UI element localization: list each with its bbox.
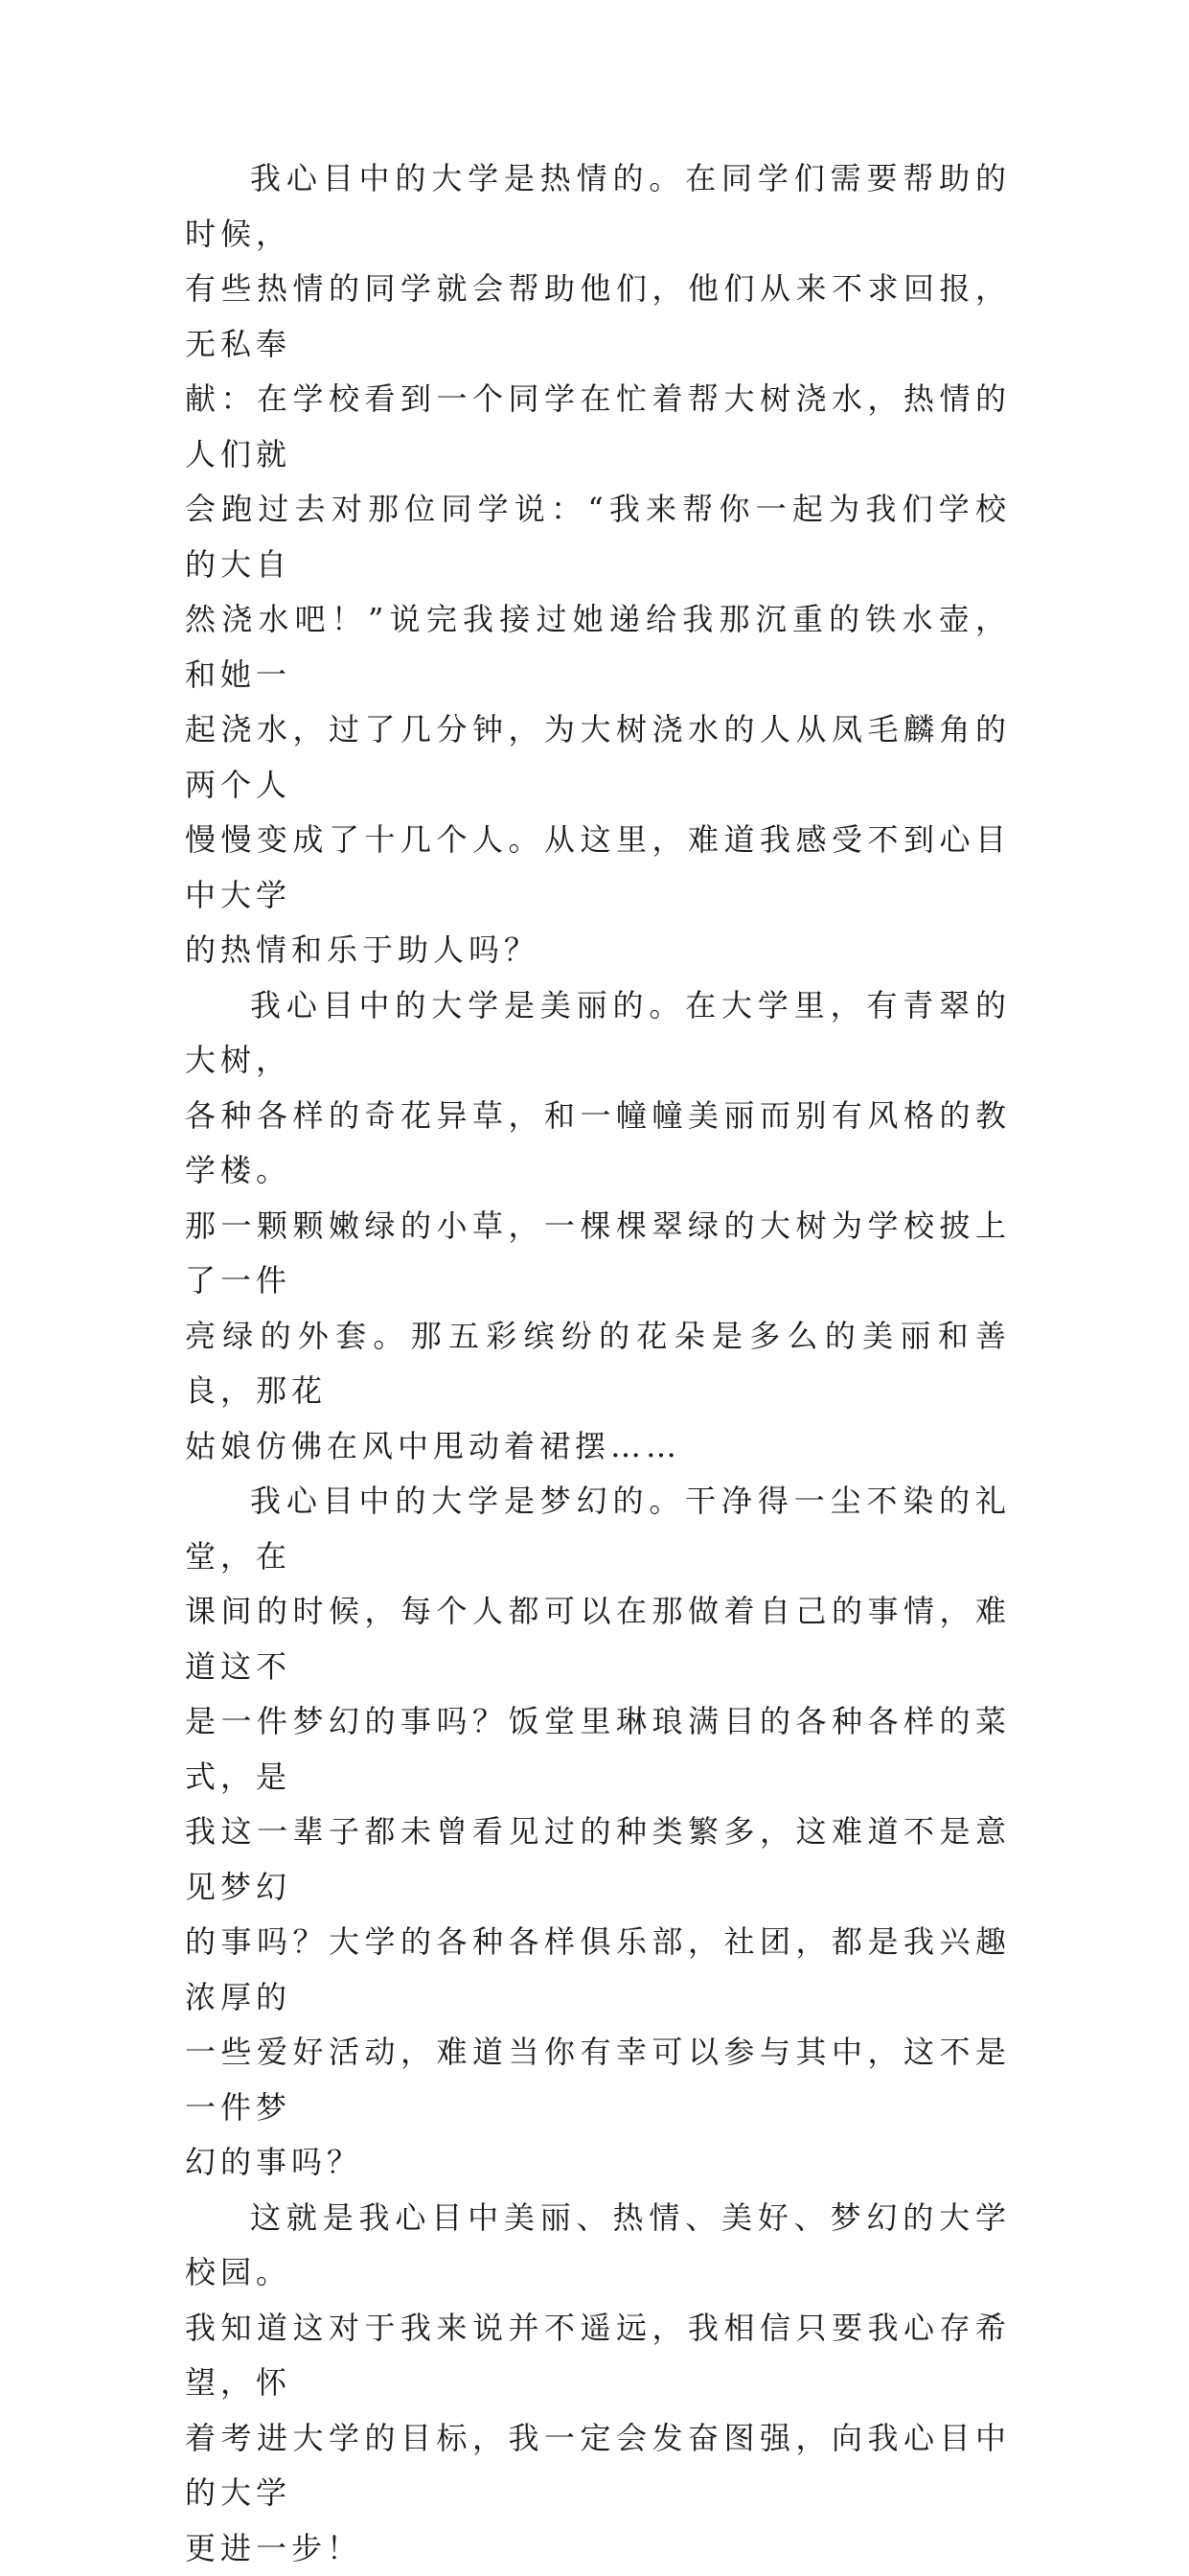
document-body <box>185 151 1011 2576</box>
paragraph-enthusiastic-university: 我心目中的大学是热情的。在同学们需要帮助的时候， 有些热情的同学就会帮助他们，他们从来不求回报，无私奉 献：在学校看到一个同学在忙着帮大树浇水，热情的人们就 会跑过去对那位同学说：“我来帮你一起为我们学校的大自 然浇水吧！”说完我接过她递给我那沉重的铁水壶，和她一 起浇水，过了几分钟，为大树浇水的人从凤毛麟角的两个人 慢慢变成了十几个人。从这里，难道我感受不到心目中大学 的热情和乐于助人吗？ <box>185 151 1011 978</box>
paragraph-dreamlike-university: 我心目中的大学是梦幻的。干净得一尘不染的礼堂，在 课间的时候，每个人都可以在那做着自己的事情，难道这不 是一件梦幻的事吗？饭堂里琳琅满目的各种各样的菜式，是 我这一辈子都未曾看见过的种类繁多，这难道不是意见梦幻 的事吗？大学的各种各样俱乐部，社团，都是我兴趣浓厚的 一些爱好活动，难道当你有幸可以参与其中，这不是一件梦 幻的事吗？ <box>185 1474 1011 2191</box>
paragraph-conclusion: 这就是我心目中美丽、热情、美好、梦幻的大学校园。 我知道这对于我来说并不遥远，我相信只要我心存希望，怀 着考进大学的目标，我一定会发奋图强，向我心目中的大学 更进一步！ <box>185 2191 1011 2576</box>
paragraph-beautiful-university: 我心目中的大学是美丽的。在大学里，有青翠的大树， 各种各样的奇花异草，和一幢幢美丽而别有风格的教学楼。 那一颗颗嫩绿的小草，一棵棵翠绿的大树为学校披上了一件 亮绿的外套。那五彩缤纷的花朵是多么的美丽和善良，那花 姑娘仿佛在风中甩动着裙摆…… <box>185 978 1011 1475</box>
